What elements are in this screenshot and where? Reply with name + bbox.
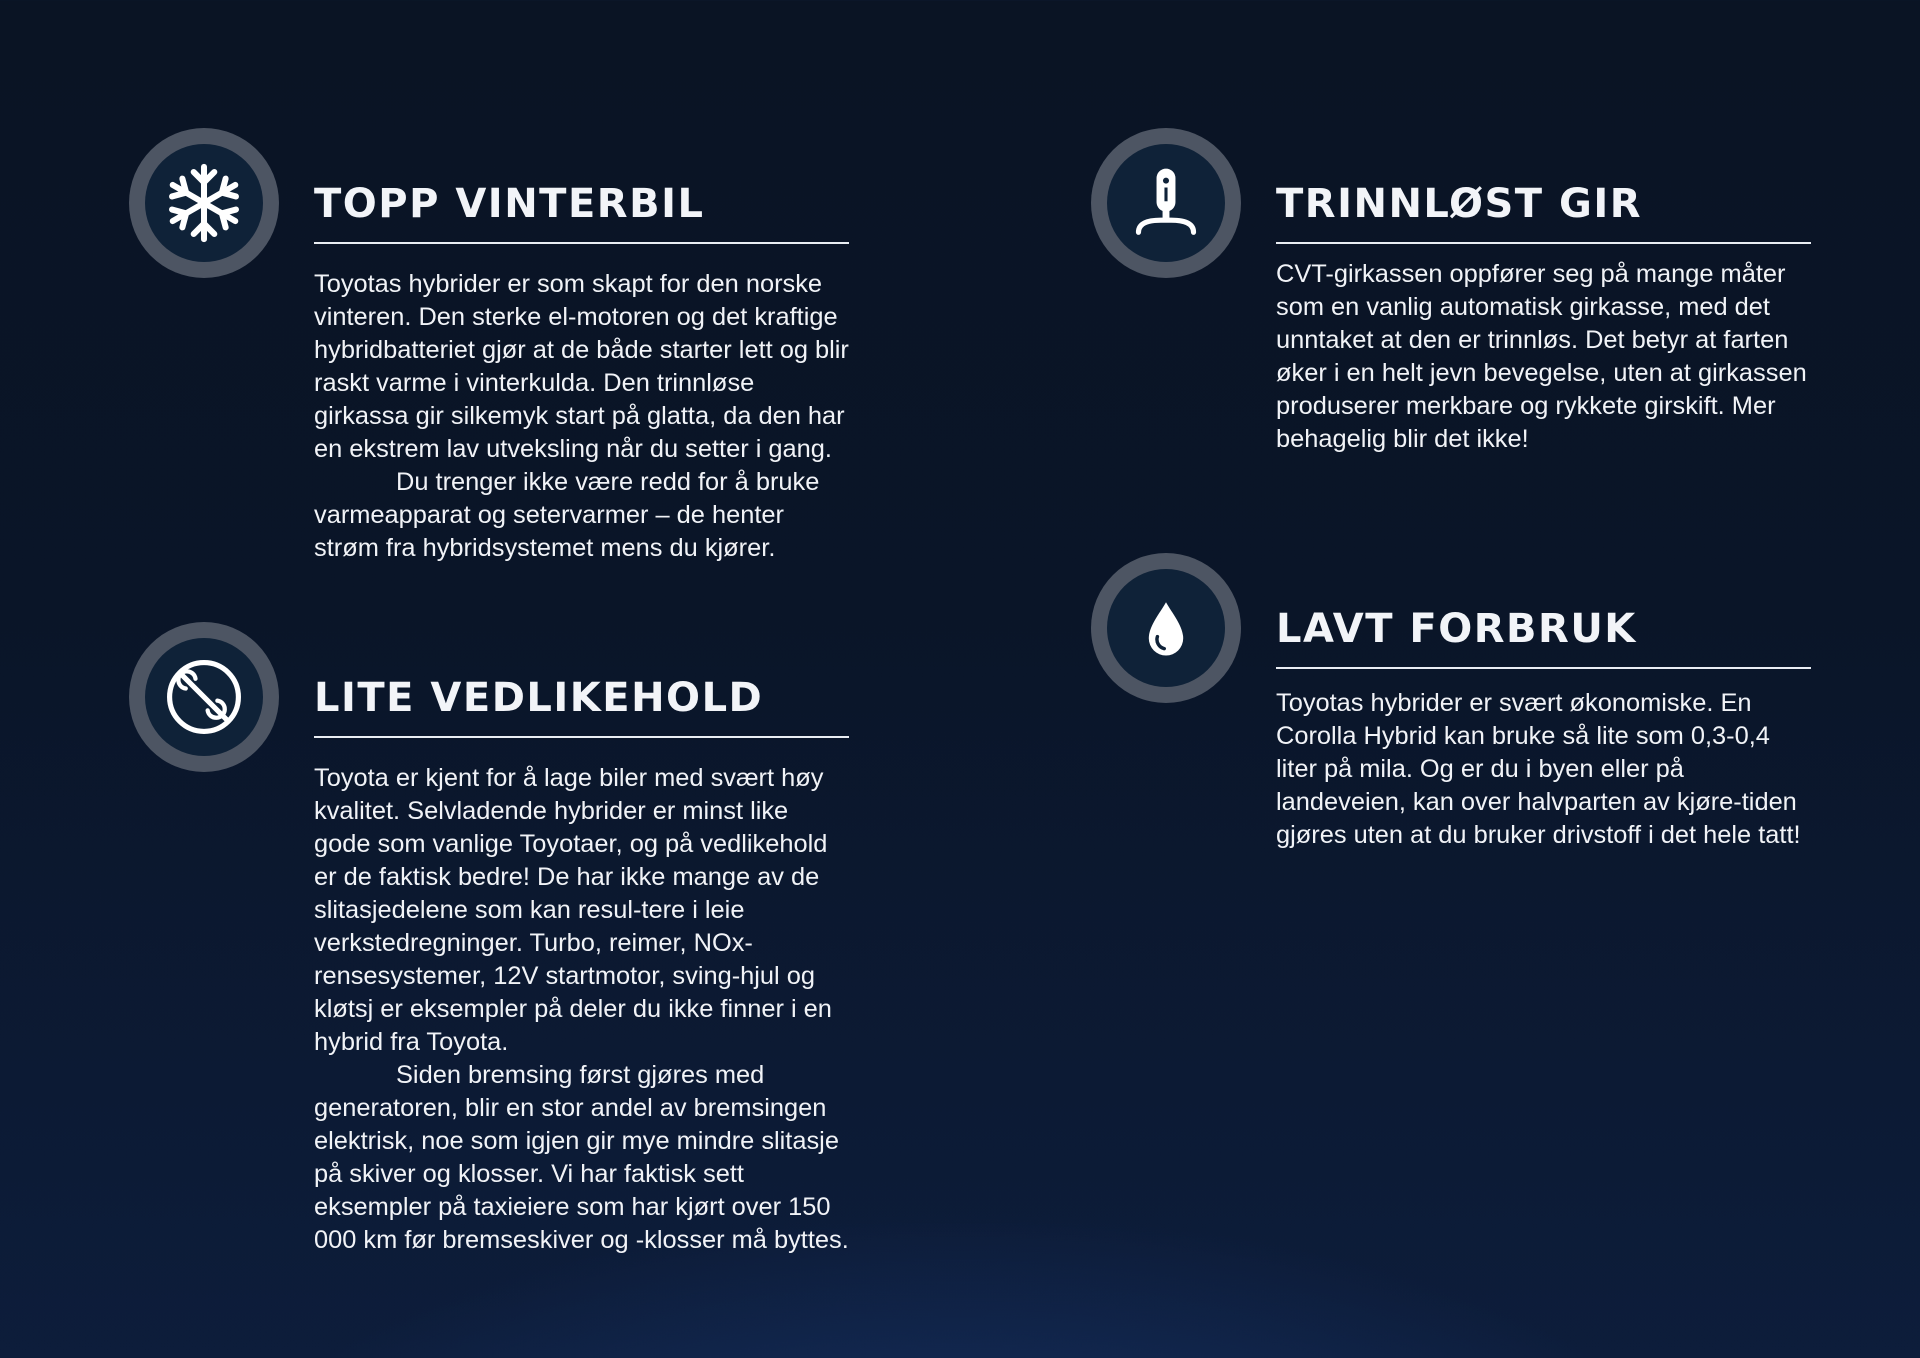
no-wrench-icon-badge <box>129 622 279 772</box>
snowflake-icon <box>161 160 247 246</box>
section-title: LAVT FORBRUK <box>1276 606 1637 652</box>
gear-lever-icon <box>1123 160 1209 246</box>
section-title: TOPP VINTERBIL <box>314 181 705 227</box>
body-paragraph: CVT-girkassen oppfører seg på mange måter som en vanlig automatisk girkasse, med det unntaket at den er trinnløs. Det betyr at farten øker i en helt jevn bevegelse, uten at girkassen produserer merkbare og rykkete girskift. Mer behagelig blir det ikke! <box>1276 260 1807 453</box>
snowflake-icon-badge <box>129 128 279 278</box>
body-paragraph: Du trenger ikke være redd for å bruke varmeapparat og setervarmer – de henter strøm fra hybridsystemet mens du kjører. <box>314 468 820 562</box>
title-divider <box>1276 667 1811 669</box>
section-title: TRINNLØST GIR <box>1276 181 1643 227</box>
body-paragraph: Toyotas hybrider er som skapt for den norske vinteren. Den sterke el-motoren og det kraftige hybridbatteriet gjør at de både starter lett og blir raskt varme i vinterkulda. Den trinnløse girkassa gir silkemyk start på glatta, da den har en ekstrem lav utveksling når du setter i gang. <box>314 270 849 463</box>
gear-lever-icon-badge <box>1091 128 1241 278</box>
section-body <box>314 268 849 565</box>
title-divider <box>1276 242 1811 244</box>
title-divider <box>314 736 849 738</box>
body-paragraph: Siden bremsing først gjøres med generatoren, blir en stor andel av bremsingen elektrisk, noe som igjen gir mye mindre slitasje på skiver og klosser. Vi har faktisk sett eksempler på taxieiere som har kjørt over 150 000 km før bremseskiver og -klosser må byttes. <box>314 1061 849 1254</box>
section-body <box>314 762 849 1257</box>
section-title: LITE VEDLIKEHOLD <box>314 675 764 721</box>
no-wrench-icon <box>161 654 247 740</box>
section-body <box>1276 258 1811 456</box>
fuel-drop-icon-badge <box>1091 553 1241 703</box>
title-divider <box>314 242 849 244</box>
section-body <box>1276 687 1811 852</box>
body-paragraph: Toyota er kjent for å lage biler med svært høy kvalitet. Selvladende hybrider er minst like gode som vanlige Toyotaer, og på vedlikehold er de faktisk bedre! De har ikke mange av de slitasjedelene som kan resul-tere i leie verkstedregninger. Turbo, reimer, NOx-rensesystemer, 12V startmotor, sving-hjul og kløtsj er eksempler på deler du ikke finner i en hybrid fra Toyota. <box>314 764 832 1056</box>
body-paragraph: Toyotas hybrider er svært økonomiske. En Corolla Hybrid kan bruke så lite som 0,3-0,4 liter på mila. Og er du i byen eller på landeveien, kan over halvparten av kjøre-tiden gjøres uten at du bruker drivstoff i det hele tatt! <box>1276 689 1801 849</box>
fuel-drop-icon <box>1123 585 1209 671</box>
